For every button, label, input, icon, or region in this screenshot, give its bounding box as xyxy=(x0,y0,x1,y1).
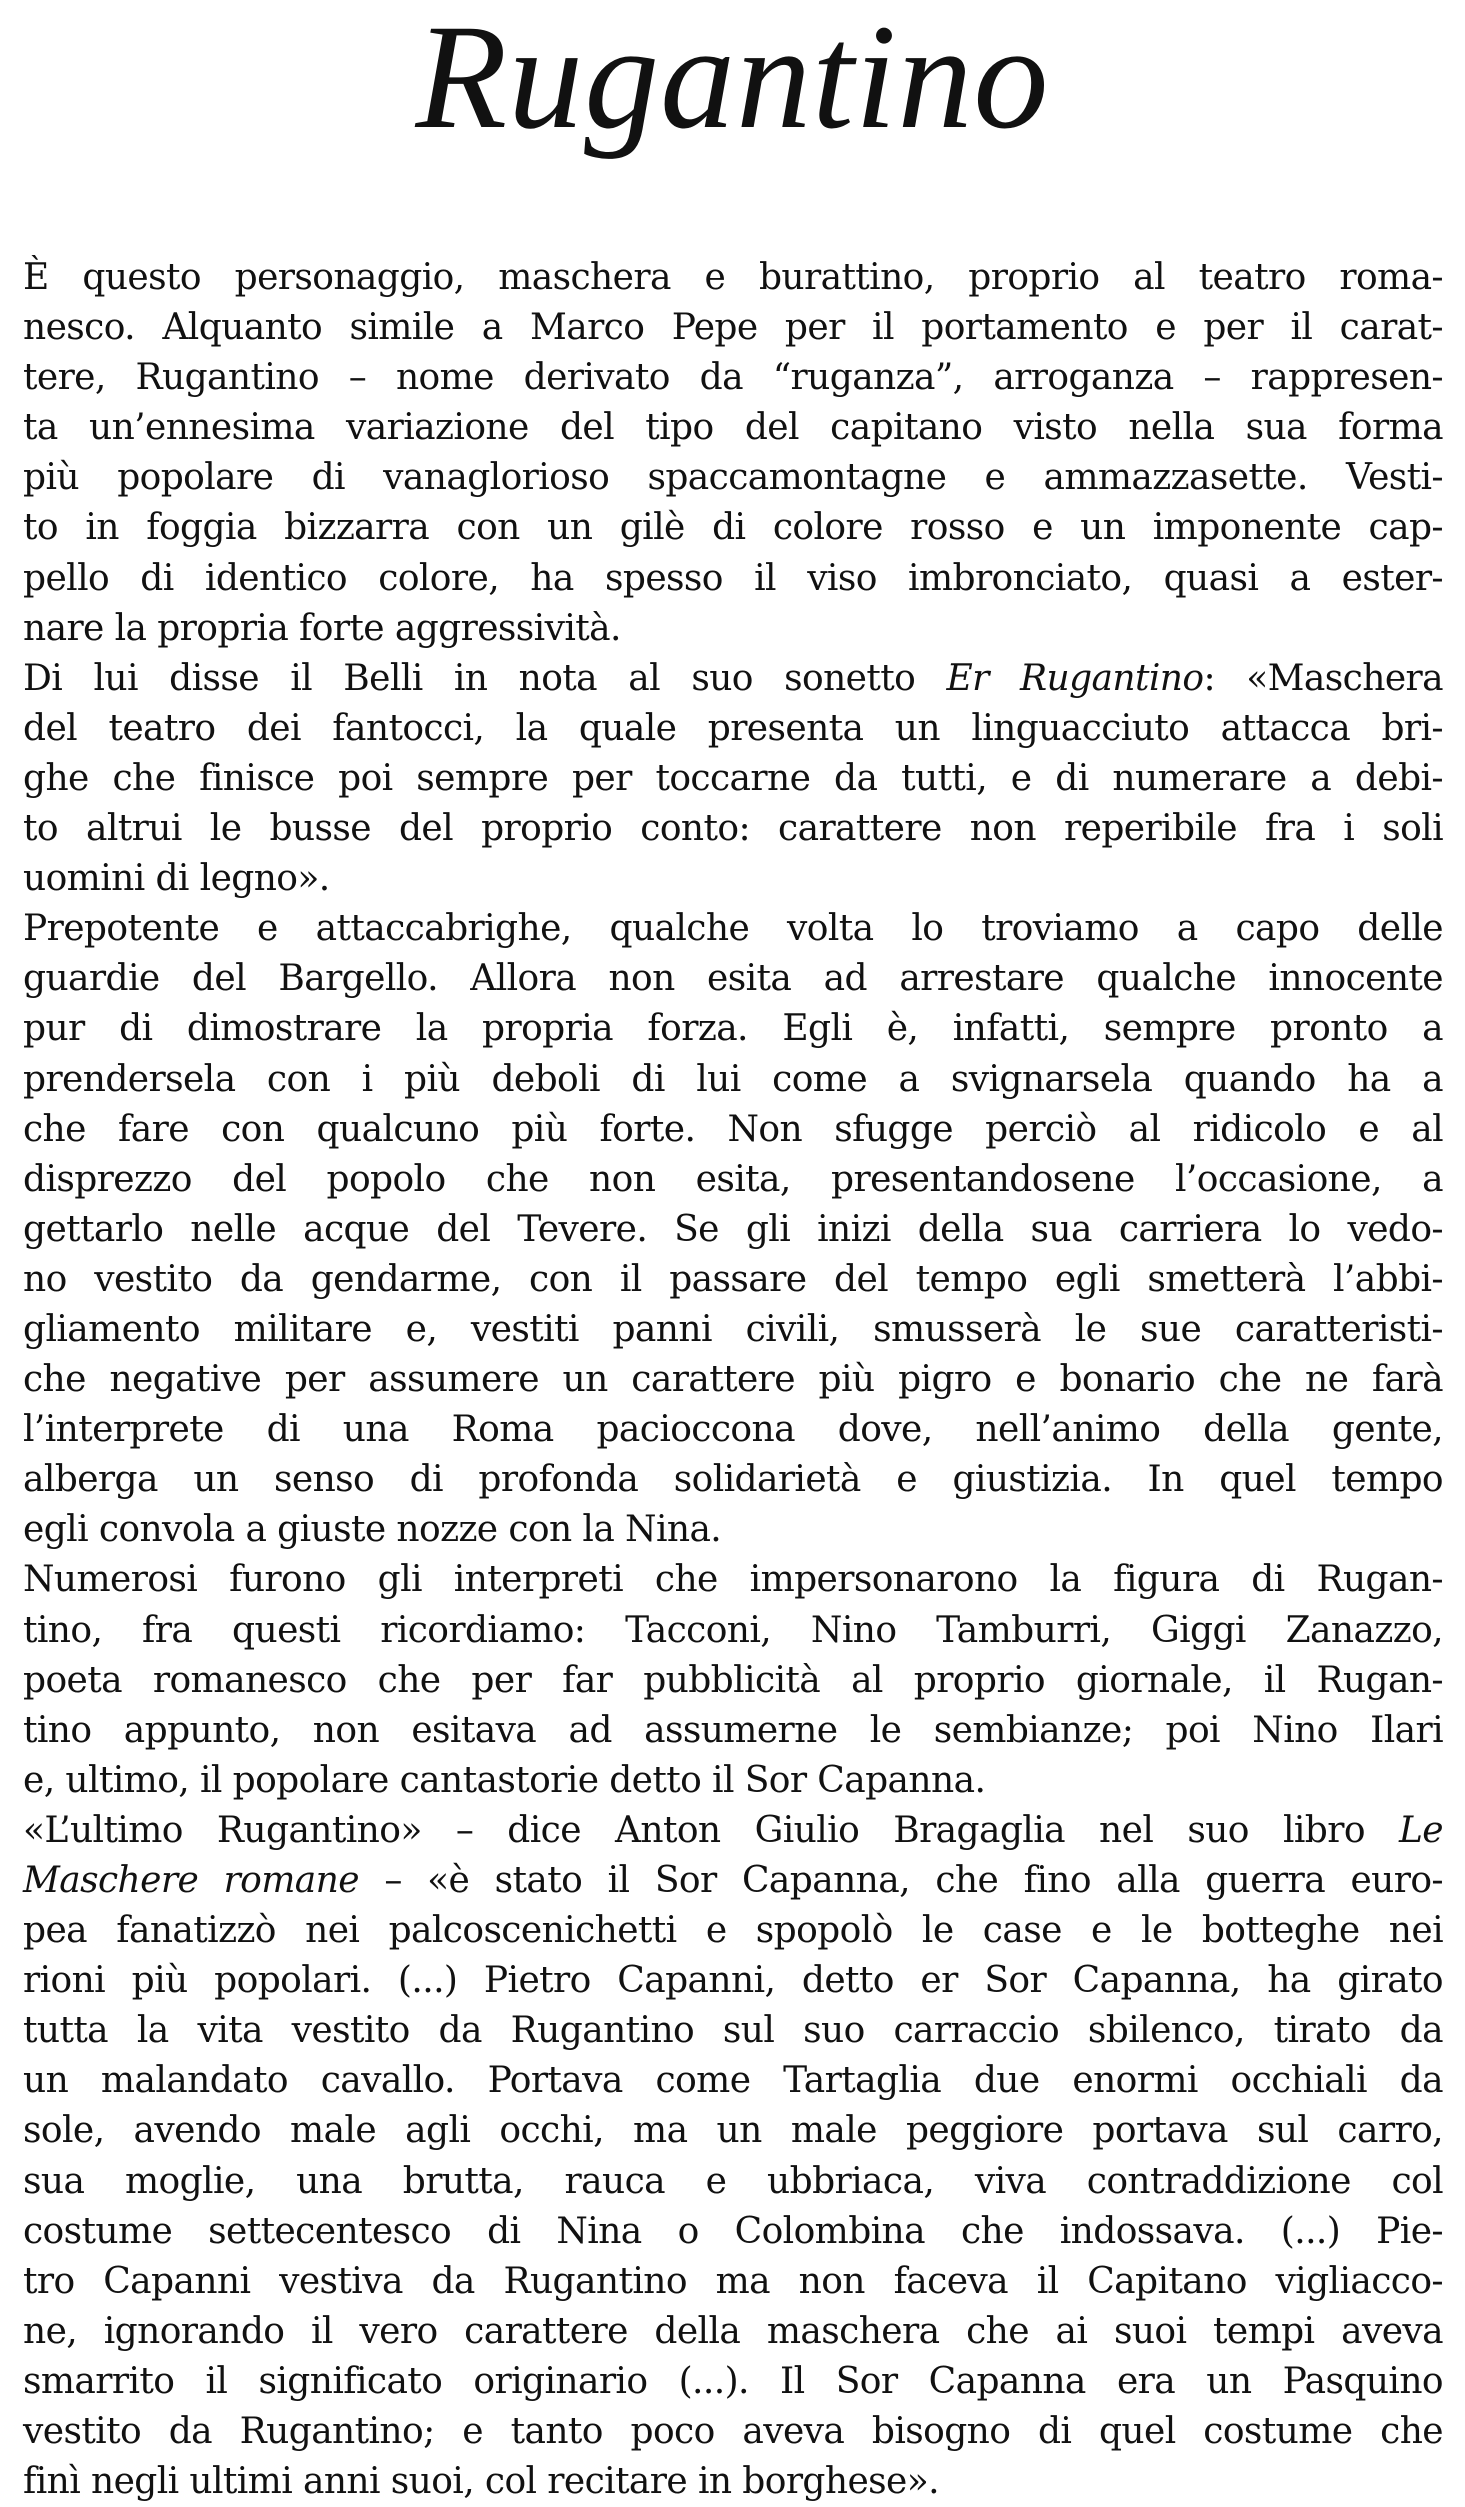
text-line: Prepotente e attaccabrighe, qualche volta lo troviamo a capo delle xyxy=(23,908,1443,950)
sonnet-title: Er Rugantino xyxy=(946,657,1204,699)
text-line: pea fanatizzò nei palcoscenichetti e spopolò le case e le botteghe nei xyxy=(23,1910,1443,1952)
text-line: tere, Rugantino – nome derivato da “ruganza”, arroganza – rappresen- xyxy=(23,357,1443,399)
text-line: no vestito da gendarme, con il passare del tempo egli smetterà l’abbi- xyxy=(23,1258,1443,1300)
text-line xyxy=(23,654,1443,704)
text-line: È questo personaggio, maschera e burattino, proprio al teatro roma- xyxy=(23,257,1443,298)
text-line: e, ultimo, il popolare cantastorie detto il Sor Capanna. xyxy=(23,1759,986,1801)
text-line: to in foggia bizzarra con un gilè di colore rosso e un imponente cap- xyxy=(23,507,1443,549)
text-line: tro Capanni vestiva da Rugantino ma non faceva il Capitano vigliacco- xyxy=(23,2260,1443,2302)
text-line: costume settecentesco di Nina o Colombina che indossava. (...) Pie- xyxy=(23,2210,1443,2252)
text-line: uomini di legno». xyxy=(23,858,330,900)
text-line: Numerosi furono gli interpreti che impersonarono la figura di Rugan- xyxy=(23,1559,1443,1601)
text-line: che fare con qualcuno più forte. Non sfugge perciò al ridicolo e al xyxy=(23,1108,1443,1150)
paragraph-2 xyxy=(23,654,1443,904)
text-run: – «è stato il Sor Capanna, che fino alla guerra euro- xyxy=(358,1860,1443,1901)
text-line: nesco. Alquanto simile a Marco Pepe per il portamento e per il carat- xyxy=(23,307,1443,349)
text-line: alberga un senso di profonda solidarietà e giustizia. In quel tempo xyxy=(23,1459,1443,1501)
text-line: un malandato cavallo. Portava come Tartaglia due enormi occhiali da xyxy=(23,2060,1443,2102)
text-line: nare la propria forte aggressività. xyxy=(23,607,621,649)
text-line: tino, fra questi ricordiamo: Tacconi, Nino Tamburri, Giggi Zanazzo, xyxy=(23,1609,1443,1651)
text-line: smarrito il significato originario (...). Il Sor Capanna era un Pasquino xyxy=(23,2360,1443,2402)
text-line: finì negli ultimi anni suoi, col recitare in borghese». xyxy=(23,2461,940,2503)
text-run: Di lui disse il Belli in nota al suo sonetto xyxy=(23,657,947,699)
text-line: pur di dimostrare la propria forza. Egli è, infatti, sempre pronto a xyxy=(23,1008,1443,1050)
text-line: gliamento militare e, vestiti panni civili, smusserà le sue caratteristi- xyxy=(23,1308,1443,1350)
page-title: Rugantino xyxy=(415,0,1050,160)
body-text xyxy=(23,253,1443,2507)
text-line: che negative per assumere un carattere più pigro e bonario che ne farà xyxy=(23,1359,1443,1401)
book-title-part-2: Maschere romane xyxy=(23,1860,359,1901)
text-line: ne, ignorando il vero carattere della maschera che ai suoi tempi aveva xyxy=(23,2310,1443,2352)
text-line: pello di identico colore, ha spesso il viso imbronciato, quasi a ester- xyxy=(23,557,1443,599)
text-line xyxy=(23,1856,1443,1906)
text-run: «L’ultimo Rugantino» – dice Anton Giulio Bragaglia nel suo libro xyxy=(23,1809,1399,1851)
text-line: guardie del Bargello. Allora non esita ad arrestare qualche innocente xyxy=(23,958,1443,1000)
text-line: tutta la vita vestito da Rugantino sul suo carraccio sbilenco, tirato da xyxy=(23,2010,1443,2052)
text-line: vestito da Rugantino; e tanto poco aveva bisogno di quel costume che xyxy=(23,2411,1443,2453)
text-line: sole, avendo male agli occhi, ma un male peggiore portava sul carro, xyxy=(23,2110,1443,2152)
text-line xyxy=(23,1806,1443,1856)
text-line: to altrui le busse del proprio conto: carattere non reperibile fra i soli xyxy=(23,808,1443,850)
text-line: rioni più popolari. (...) Pietro Capanni, detto er Sor Capanna, ha girato xyxy=(23,1960,1443,2002)
paragraph-1 xyxy=(23,253,1443,654)
text-line: ta un’ennesima variazione del tipo del capitano visto nella sua forma xyxy=(23,407,1443,449)
book-title-part-1: Le xyxy=(1398,1809,1443,1851)
text-line: gettarlo nelle acque del Tevere. Se gli inizi della sua carriera lo vedo- xyxy=(23,1208,1443,1250)
text-line: disprezzo del popolo che non esita, presentandosene l’occasione, a xyxy=(23,1158,1443,1200)
text-line: sua moglie, una brutta, rauca e ubbriaca, viva contraddizione col xyxy=(23,2160,1443,2202)
text-line: più popolare di vanaglorioso spaccamontagne e ammazzasette. Vesti- xyxy=(23,457,1443,499)
paragraph-4 xyxy=(23,1555,1443,1805)
text-line: egli convola a giuste nozze con la Nina. xyxy=(23,1509,722,1551)
text-line: l’interprete di una Roma pacioccona dove, nell’animo della gente, xyxy=(23,1409,1443,1451)
paragraph-5 xyxy=(23,1806,1443,2507)
text-line: del teatro dei fantocci, la quale presenta un linguacciuto attacca bri- xyxy=(23,707,1443,749)
paragraph-3 xyxy=(23,904,1443,1555)
text-line: poeta romanesco che per far pubblicità al proprio giornale, il Rugan- xyxy=(23,1659,1443,1701)
text-run: : «Maschera xyxy=(1203,657,1443,699)
text-line: prendersela con i più deboli di lui come a svignarsela quando ha a xyxy=(23,1058,1443,1100)
text-line: tino appunto, non esitava ad assumerne le sembianze; poi Nino Ilari xyxy=(23,1709,1443,1751)
text-line: ghe che finisce poi sempre per toccarne da tutti, e di numerare a debi- xyxy=(23,757,1443,799)
